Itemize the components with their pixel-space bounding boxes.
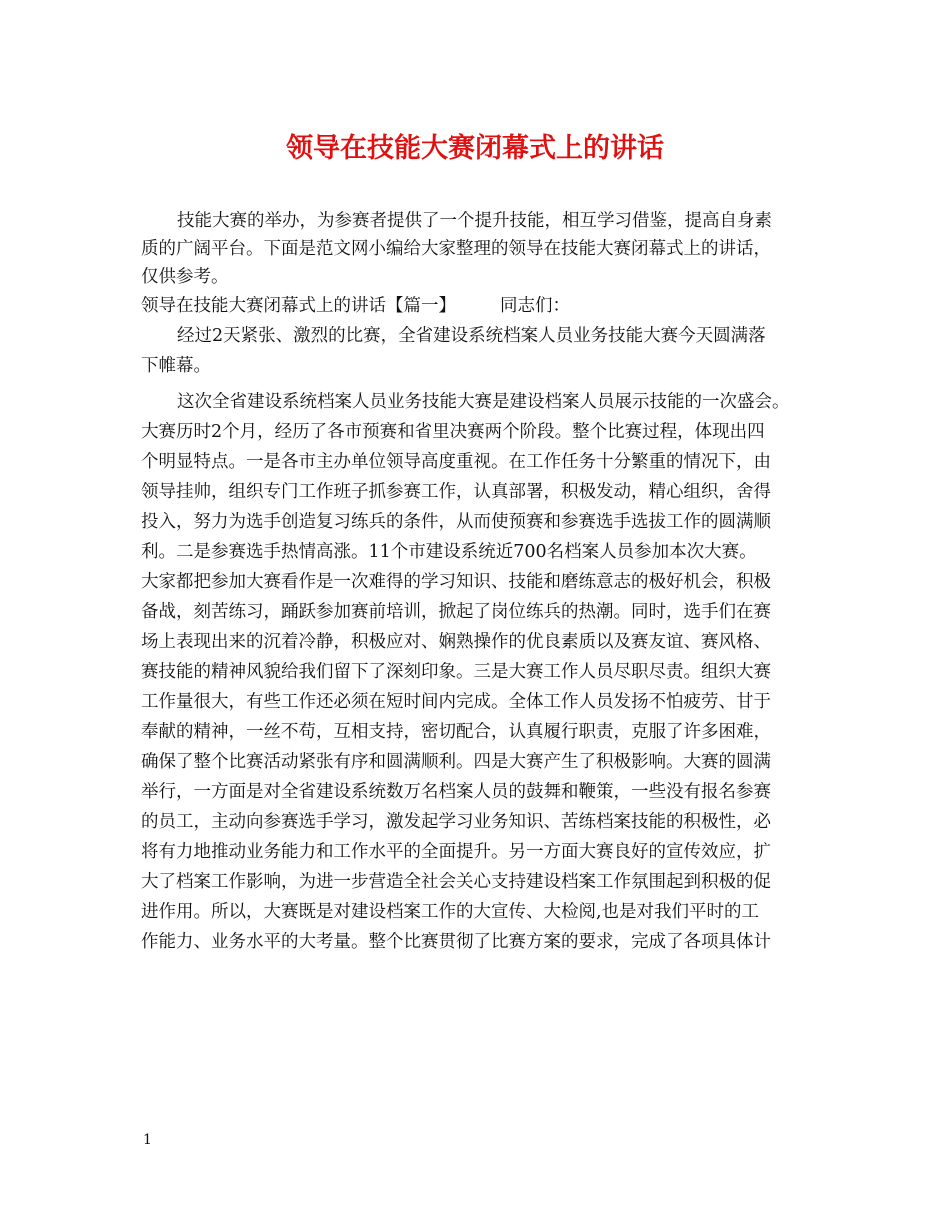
page-number: 1 [143, 1132, 152, 1148]
intro-paragraph [141, 207, 831, 291]
paragraph-1 [141, 321, 831, 381]
paragraph-line: 将有力地推动业务能力和工作水平的全面提升。另一方面大赛良好的宣传效应，扩 [141, 842, 771, 862]
paragraph-line: 奉献的精神，一丝不苟，互相支持，密切配合，认真履行职责，克服了许多困难， [141, 722, 771, 742]
document-title: 领导在技能大赛闭幕式上的讲话 [286, 133, 664, 164]
paragraph-line: 确保了整个比赛活动紧张有序和圆满顺利。四是大赛产生了积极影响。大赛的圆满 [141, 752, 771, 772]
paragraph-line: 大赛历时2个月，经历了各市预赛和省里决赛两个阶段。整个比赛过程，体现出四 [141, 422, 765, 442]
paragraph-line: 领导挂帅，组织专门工作班子抓参赛工作，认真部署，积极发动，精心组织，舍得 [141, 482, 771, 502]
intro-line: 仅供参考。 [141, 267, 229, 287]
section-heading [141, 291, 831, 321]
paragraph-line: 备战，刻苦练习，踊跃参加赛前培训，掀起了岗位练兵的热潮。同时，选手们在赛 [141, 602, 771, 622]
paragraph-line: 的员工，主动向参赛选手学习，激发起学习业务知识、苦练档案技能的积极性，必 [141, 812, 771, 832]
salutation: 同志们： [500, 296, 570, 316]
paragraph-line: 个明显特点。一是各市主办单位领导高度重视。在工作任务十分繁重的情况下，由 [141, 452, 771, 472]
paragraph-line: 作能力、业务水平的大考量。整个比赛贯彻了比赛方案的要求，完成了各项具体计 [141, 932, 771, 952]
paragraph-line: 这次全省建设系统档案人员业务技能大赛是建设档案人员展示技能的一次盛会。 [177, 392, 790, 412]
intro-line: 质的广阔平台。下面是范文网小编给大家整理的领导在技能大赛闭幕式上的讲话， [141, 239, 771, 259]
section-heading-label: 领导在技能大赛闭幕式上的讲话【篇一】 [141, 296, 456, 316]
document-body [141, 207, 831, 957]
paragraph-line: 大了档案工作影响，为进一步营造全社会关心支持建设档案工作氛围起到积极的促 [141, 872, 771, 892]
paragraph-line: 投入，努力为选手创造复习练兵的条件，从而使预赛和参赛选手选拔工作的圆满顺 [141, 512, 771, 532]
paragraph-line: 下帷幕。 [141, 356, 211, 376]
paragraph-2 [141, 387, 831, 957]
paragraph-line: 赛技能的精神风貌给我们留下了深刻印象。三是大赛工作人员尽职尽责。组织大赛 [141, 662, 771, 682]
intro-line: 技能大赛的举办，为参赛者提供了一个提升技能，相互学习借鉴，提高自身素 [177, 211, 772, 231]
paragraph-line: 进作用。所以，大赛既是对建设档案工作的大宣传、大检阅,也是对我们平时的工 [141, 902, 760, 922]
paragraph-line: 经过2天紧张、激烈的比赛，全省建设系统档案人员业务技能大赛今天圆满落 [177, 326, 766, 346]
paragraph-line: 场上表现出来的沉着冷静，积极应对、娴熟操作的优良素质以及赛友谊、赛风格、 [141, 632, 771, 652]
paragraph-line: 大家都把参加大赛看作是一次难得的学习知识、技能和磨练意志的极好机会，积极 [141, 572, 771, 592]
paragraph-line: 举行，一方面是对全省建设系统数万名档案人员的鼓舞和鞭策，一些没有报名参赛 [141, 782, 771, 802]
paragraph-line: 工作量很大，有些工作还必须在短时间内完成。全体工作人员发扬不怕疲劳、甘于 [141, 692, 771, 712]
paragraph-line: 利。二是参赛选手热情高涨。11个市建设系统近700名档案人员参加本次大赛。 [141, 542, 757, 562]
